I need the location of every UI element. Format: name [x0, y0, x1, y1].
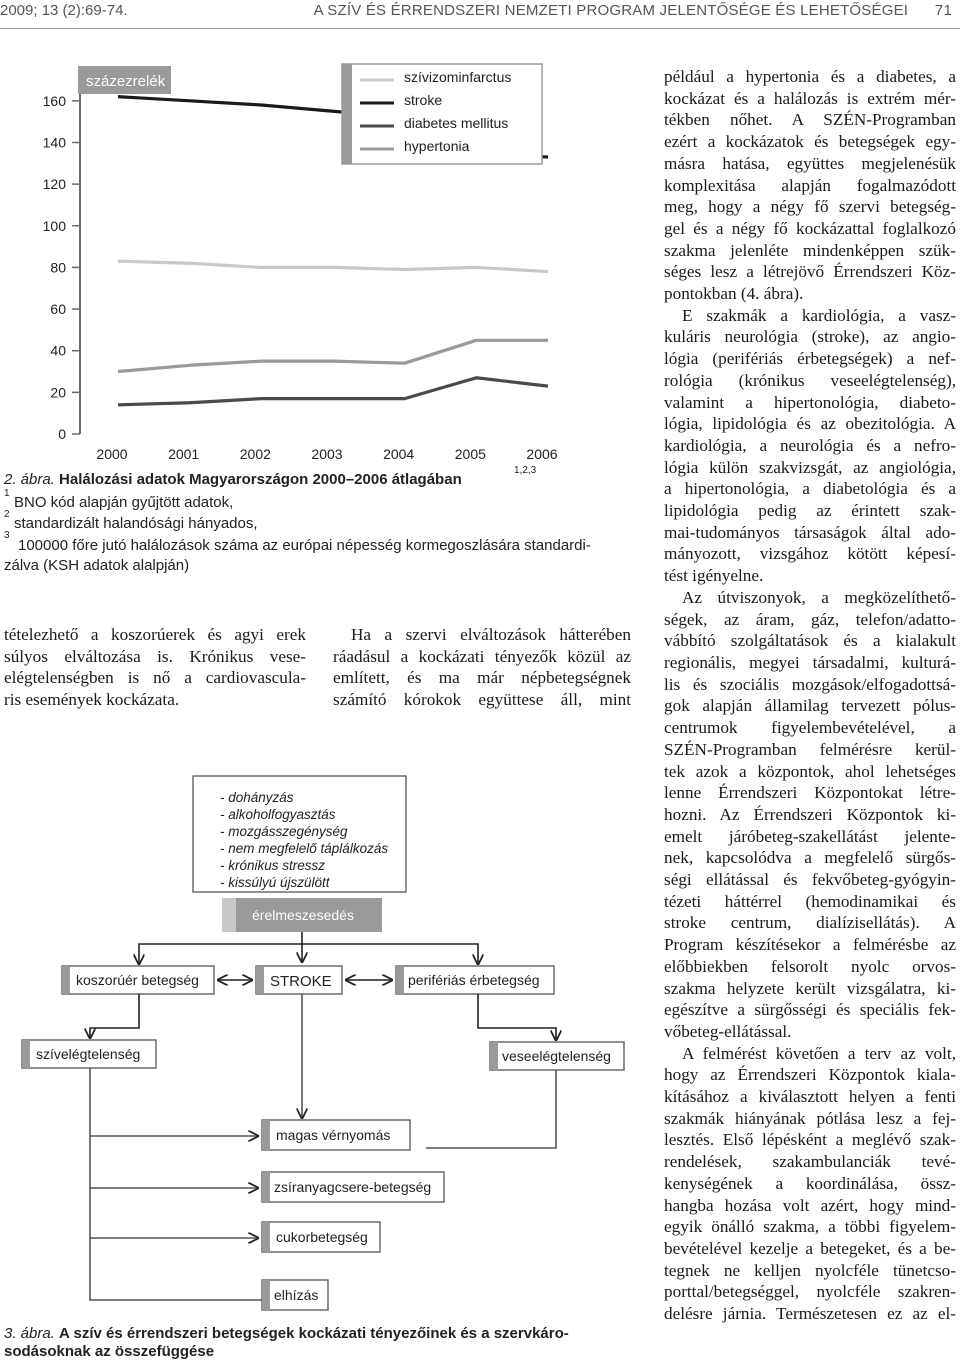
text-line: tékben nőhet. A SZÉN-Programban [664, 110, 956, 130]
x-tick-label: 2003 [311, 446, 343, 462]
text-line: kenységének a koordinálása, össz- [664, 1173, 956, 1193]
lipid-box-accent [262, 1172, 270, 1202]
text-line: kardiológia, a neurológia és a nefro- [664, 435, 956, 455]
text-line: séges lesz a létrejövő Érrendszeri Köz- [664, 262, 956, 282]
text-line: tést igényelne. [664, 566, 764, 586]
hypertension-box-accent [262, 1120, 270, 1150]
text-line: kításához a kiválasztott helyen a fenti [664, 1087, 956, 1107]
page-number: 71 [934, 2, 952, 19]
y-tick-label: 100 [42, 217, 66, 234]
legend-label: stroke [404, 92, 443, 108]
text-line: szakma helyzete került vizsgálatra, ki- [664, 978, 956, 998]
text-line: számító kórokok együttese áll, mint [333, 690, 631, 710]
chart-legend [342, 64, 542, 164]
text-line: Az útviszonyok, a megközelíthető- [682, 587, 956, 607]
right-connector [426, 1070, 556, 1148]
series-line-0 [118, 261, 548, 271]
text-line: delésre járnia. Természetesen ez az el- [664, 1304, 956, 1324]
legend-bar [342, 64, 352, 164]
right-column-text [664, 66, 956, 1325]
running-header-citation: 2009; 13 (2):69-74. [0, 2, 128, 19]
risk-factor-item: - dohányzás [220, 790, 294, 805]
text-line: lis és szociális mozgások/elfogadottsá- [664, 674, 956, 694]
text-line: E szakmák a kardiológia, a vasz- [682, 305, 956, 325]
series-line-2 [118, 378, 548, 405]
mortality-line-chart [0, 60, 600, 470]
peripheral-box-accent [396, 966, 404, 994]
text-line: porttal/betegséggel, nyolcféle szakren- [664, 1282, 956, 1302]
text-line: tételezhető a koszorúerek és agyi erek [4, 625, 306, 644]
figure-3-title-line-1: A szív és érrendszeri betegségek kockázati tényezőinek és a szervkáro- [59, 1325, 569, 1342]
y-tick-label: 120 [42, 176, 66, 193]
risk-factor-item: - kissúlyú újszülött [220, 875, 330, 890]
note-1-text: BNO kód alapján gyűjtött adatok, [14, 494, 234, 511]
text-line: komplexitása alapján fogalmazódott [664, 175, 956, 195]
text-line: előbbiekben felsorolt nyolc orvos- [664, 956, 956, 976]
hypertension-label: magas vérnyomás [276, 1127, 391, 1143]
text-line: szakmák hiányának pótlása lesz a fej- [664, 1108, 956, 1128]
x-tick-label: 2001 [168, 446, 200, 462]
text-line: szakma jelenléte mindenképpen szük- [664, 240, 956, 260]
text-line: vőbeteg-ellátással. [664, 1021, 792, 1041]
arrow-to-peripheral [302, 944, 478, 964]
note-1-number: 1 [4, 488, 10, 499]
text-line: elégtelenségben is nő a cardiovascula- [4, 668, 306, 688]
legend-label: szívizominfarctus [404, 69, 512, 85]
y-tick-label: 60 [50, 301, 66, 318]
series-line-3 [118, 340, 548, 371]
arrow-to-coronary [139, 944, 302, 964]
heart-failure-box-accent [22, 1040, 30, 1068]
legend-label: diabetes mellitus [404, 115, 509, 131]
y-tick-label: 40 [50, 342, 66, 359]
text-line: tegnek ne kelljen nyolcféle tünetcso- [664, 1260, 956, 1280]
text-line: tézeti háttérrel (hemodinamikai és [664, 891, 956, 911]
text-line: kuláris neurológia (stroke), az angio- [664, 327, 956, 347]
stroke-box-accent [256, 966, 264, 994]
y-tick-label: 20 [50, 384, 66, 401]
text-line: rendelések, szakambulanciák tevé- [664, 1152, 956, 1172]
text-line: lógia, lipidológia és az obezitológia. A [664, 414, 956, 434]
figure-2-caption [4, 471, 462, 488]
text-line: ráadásul a kockázati tényezők közül az [333, 646, 631, 666]
text-line: lesztés. Első lépésként a meglévő szak- [664, 1130, 956, 1150]
kidney-failure-box-accent [490, 1042, 498, 1070]
text-line: Ha a szervi elváltozások hátterében [351, 625, 631, 644]
text-line: nek, kapcsolódva a megfelelő sürgős- [664, 848, 956, 868]
running-header-text: A SZÍV ÉS ÉRRENDSZERI NEMZETI PROGRAM JELENTŐSÉGE ÉS LEHETŐSÉGEI [313, 2, 909, 19]
coronary-box-accent [62, 966, 70, 994]
diabetes-box-accent [262, 1222, 270, 1252]
text-line: ris események kockázata. [4, 690, 180, 710]
atherosclerosis-box-accent [222, 898, 236, 932]
figure-3-title-line-2: sodásoknak az összefüggése [4, 1343, 215, 1360]
text-line: tek azok a központok, ahol lehetséges [664, 761, 956, 781]
x-tick-label: 2002 [239, 446, 271, 462]
x-axis [96, 446, 557, 462]
figure-2-title: Halálozási adatok Magyarországon 2000–2006 átlagában [59, 471, 462, 488]
y-tick-label: 140 [42, 134, 66, 151]
x-tick-label: 2000 [96, 446, 128, 462]
header-rule [0, 28, 960, 29]
risk-factor-item: - nem megfelelő táplálkozás [220, 841, 389, 856]
note-3-text: 100000 főre jutó halálozások száma az európai népesség kormegoszlására standardi- [18, 537, 591, 554]
obesity-label: elhízás [274, 1287, 319, 1303]
note-2-text: standardizált halandósági hányados, [14, 515, 258, 532]
unit-label: százezrelék [86, 73, 166, 90]
text-line: egyik önálló szakma, a többi figyelem- [664, 1217, 956, 1237]
text-line: lenne Érrendszeri Központokat létre- [664, 783, 956, 803]
risk-factor-diagram [0, 770, 640, 1330]
y-tick-label: 0 [58, 426, 66, 442]
text-line: mányozott, vizsgához kötött képesí- [664, 544, 956, 564]
figure-3-label: 3. ábra. [4, 1325, 55, 1342]
text-line: említett, és ma már népbetegségnek [333, 668, 631, 688]
text-line: hangba hozása volt azért, hogy mind- [664, 1195, 956, 1215]
text-line: SZÉN-Programban felmérésre kerül- [664, 739, 956, 759]
figure-3-caption-cont [4, 1343, 214, 1360]
text-line: vábbító szolgáltatások és a kialakult [664, 631, 956, 651]
risk-factor-item: - krónikus stressz [220, 858, 326, 873]
text-line: bevételével kezelje a betegeket, és a be- [664, 1238, 956, 1258]
x-tick-label: 2005 [454, 446, 486, 462]
text-line: kockázat és a halálozás is extrém mér- [664, 88, 956, 108]
text-line: stroke centrum, dialízisellátás). A [664, 913, 956, 933]
left-column-paragraph [4, 624, 306, 711]
text-line: Program készítésekor a felmérésbe az [664, 935, 956, 955]
obesity-box-accent [262, 1280, 270, 1310]
figure-2-title-superscript: 1,2,3 [514, 465, 537, 476]
text-line: mai-tudományos társaságok által ado- [664, 522, 956, 542]
middle-column-paragraph [333, 624, 631, 711]
y-tick-label: 80 [50, 259, 66, 276]
y-tick-label: 160 [42, 92, 66, 109]
text-line: meg, hogy a négy fő szervi betegség- [664, 197, 956, 217]
legend-label: hypertonia [404, 138, 470, 154]
text-line: hogy az Érrendszeri Központok kiala- [664, 1065, 956, 1085]
text-line: valamint a hipertonológia, diabeto- [664, 392, 956, 412]
text-line: ségi ellátással és fekvőbeteg-gyógyin- [664, 870, 956, 890]
note-3-number: 3 [4, 530, 10, 541]
diabetes-label: cukorbetegség [276, 1229, 368, 1245]
figure-3-caption [4, 1325, 569, 1342]
text-line: rológia (krónikus veseelégtelenség), [664, 370, 956, 390]
text-line: súlyos elváltozása is. Krónikus vese- [4, 646, 306, 666]
arrow-to-heart-failure [90, 994, 139, 1038]
coronary-label: koszorúér betegség [76, 972, 199, 988]
x-tick-label: 2004 [383, 446, 415, 462]
text-line: lipidológia pedig az érintett szak- [664, 501, 956, 521]
kidney-failure-label: veseelégtelenség [502, 1048, 611, 1064]
text-line: centrumok figyelembevételével, a [664, 718, 956, 738]
text-line: A felmérést követően a terv az volt, [682, 1043, 956, 1063]
text-line: hozni. Az Érrendszeri Központok ki- [664, 804, 956, 824]
figure-2-label: 2. ábra. [4, 471, 55, 488]
text-line: például a hypertonia és a diabetes, a [664, 67, 956, 86]
text-line: gel és a négy fő kockázattal foglalkozó [664, 218, 956, 238]
text-line: ezért a kockázatok és betegségek egy- [664, 132, 956, 152]
note-3-continued: zálva (KSH adatok alalpján) [4, 557, 190, 574]
stroke-label: STROKE [270, 973, 332, 990]
risk-factor-item: - alkoholfogyasztás [220, 807, 336, 822]
left-connector [90, 1068, 262, 1300]
text-line: egészítve a sürgősségi és speciális fek- [664, 1000, 956, 1020]
text-line: regionális, megyei társadalmi, kulturá- [664, 652, 956, 672]
note-2-number: 2 [4, 509, 10, 520]
text-line: másra hatása, együttes megjelenésük [664, 153, 956, 173]
text-line: lógia (perifériás érbetegségek) a nef- [664, 349, 956, 369]
y-axis [43, 93, 80, 442]
arrow-to-kidney-failure [478, 994, 556, 1040]
peripheral-label: perifériás érbetegség [408, 972, 540, 988]
lipid-label: zsíranyagcsere-betegség [274, 1179, 432, 1195]
x-tick-label: 2006 [526, 446, 558, 462]
text-line: pontokban (4. ábra). [664, 284, 804, 304]
risk-factor-item: - mozgásszegénység [220, 824, 348, 839]
text-line: gok alapján államilag tervezett pólus- [664, 696, 956, 716]
text-line: lógia külön szakvizsgát, az angiológia, [664, 457, 956, 477]
heart-failure-label: szívelégtelenség [36, 1046, 141, 1062]
text-line: ségek, az áram, gáz, telefon/adatto- [664, 609, 956, 629]
text-line: a hipertonológia, a diabetológia és a [664, 479, 956, 499]
text-line: emelt járóbeteg-szakellátást jelente- [664, 826, 956, 846]
running-header-title [314, 2, 952, 19]
atherosclerosis-label: érelmeszesedés [252, 907, 354, 923]
